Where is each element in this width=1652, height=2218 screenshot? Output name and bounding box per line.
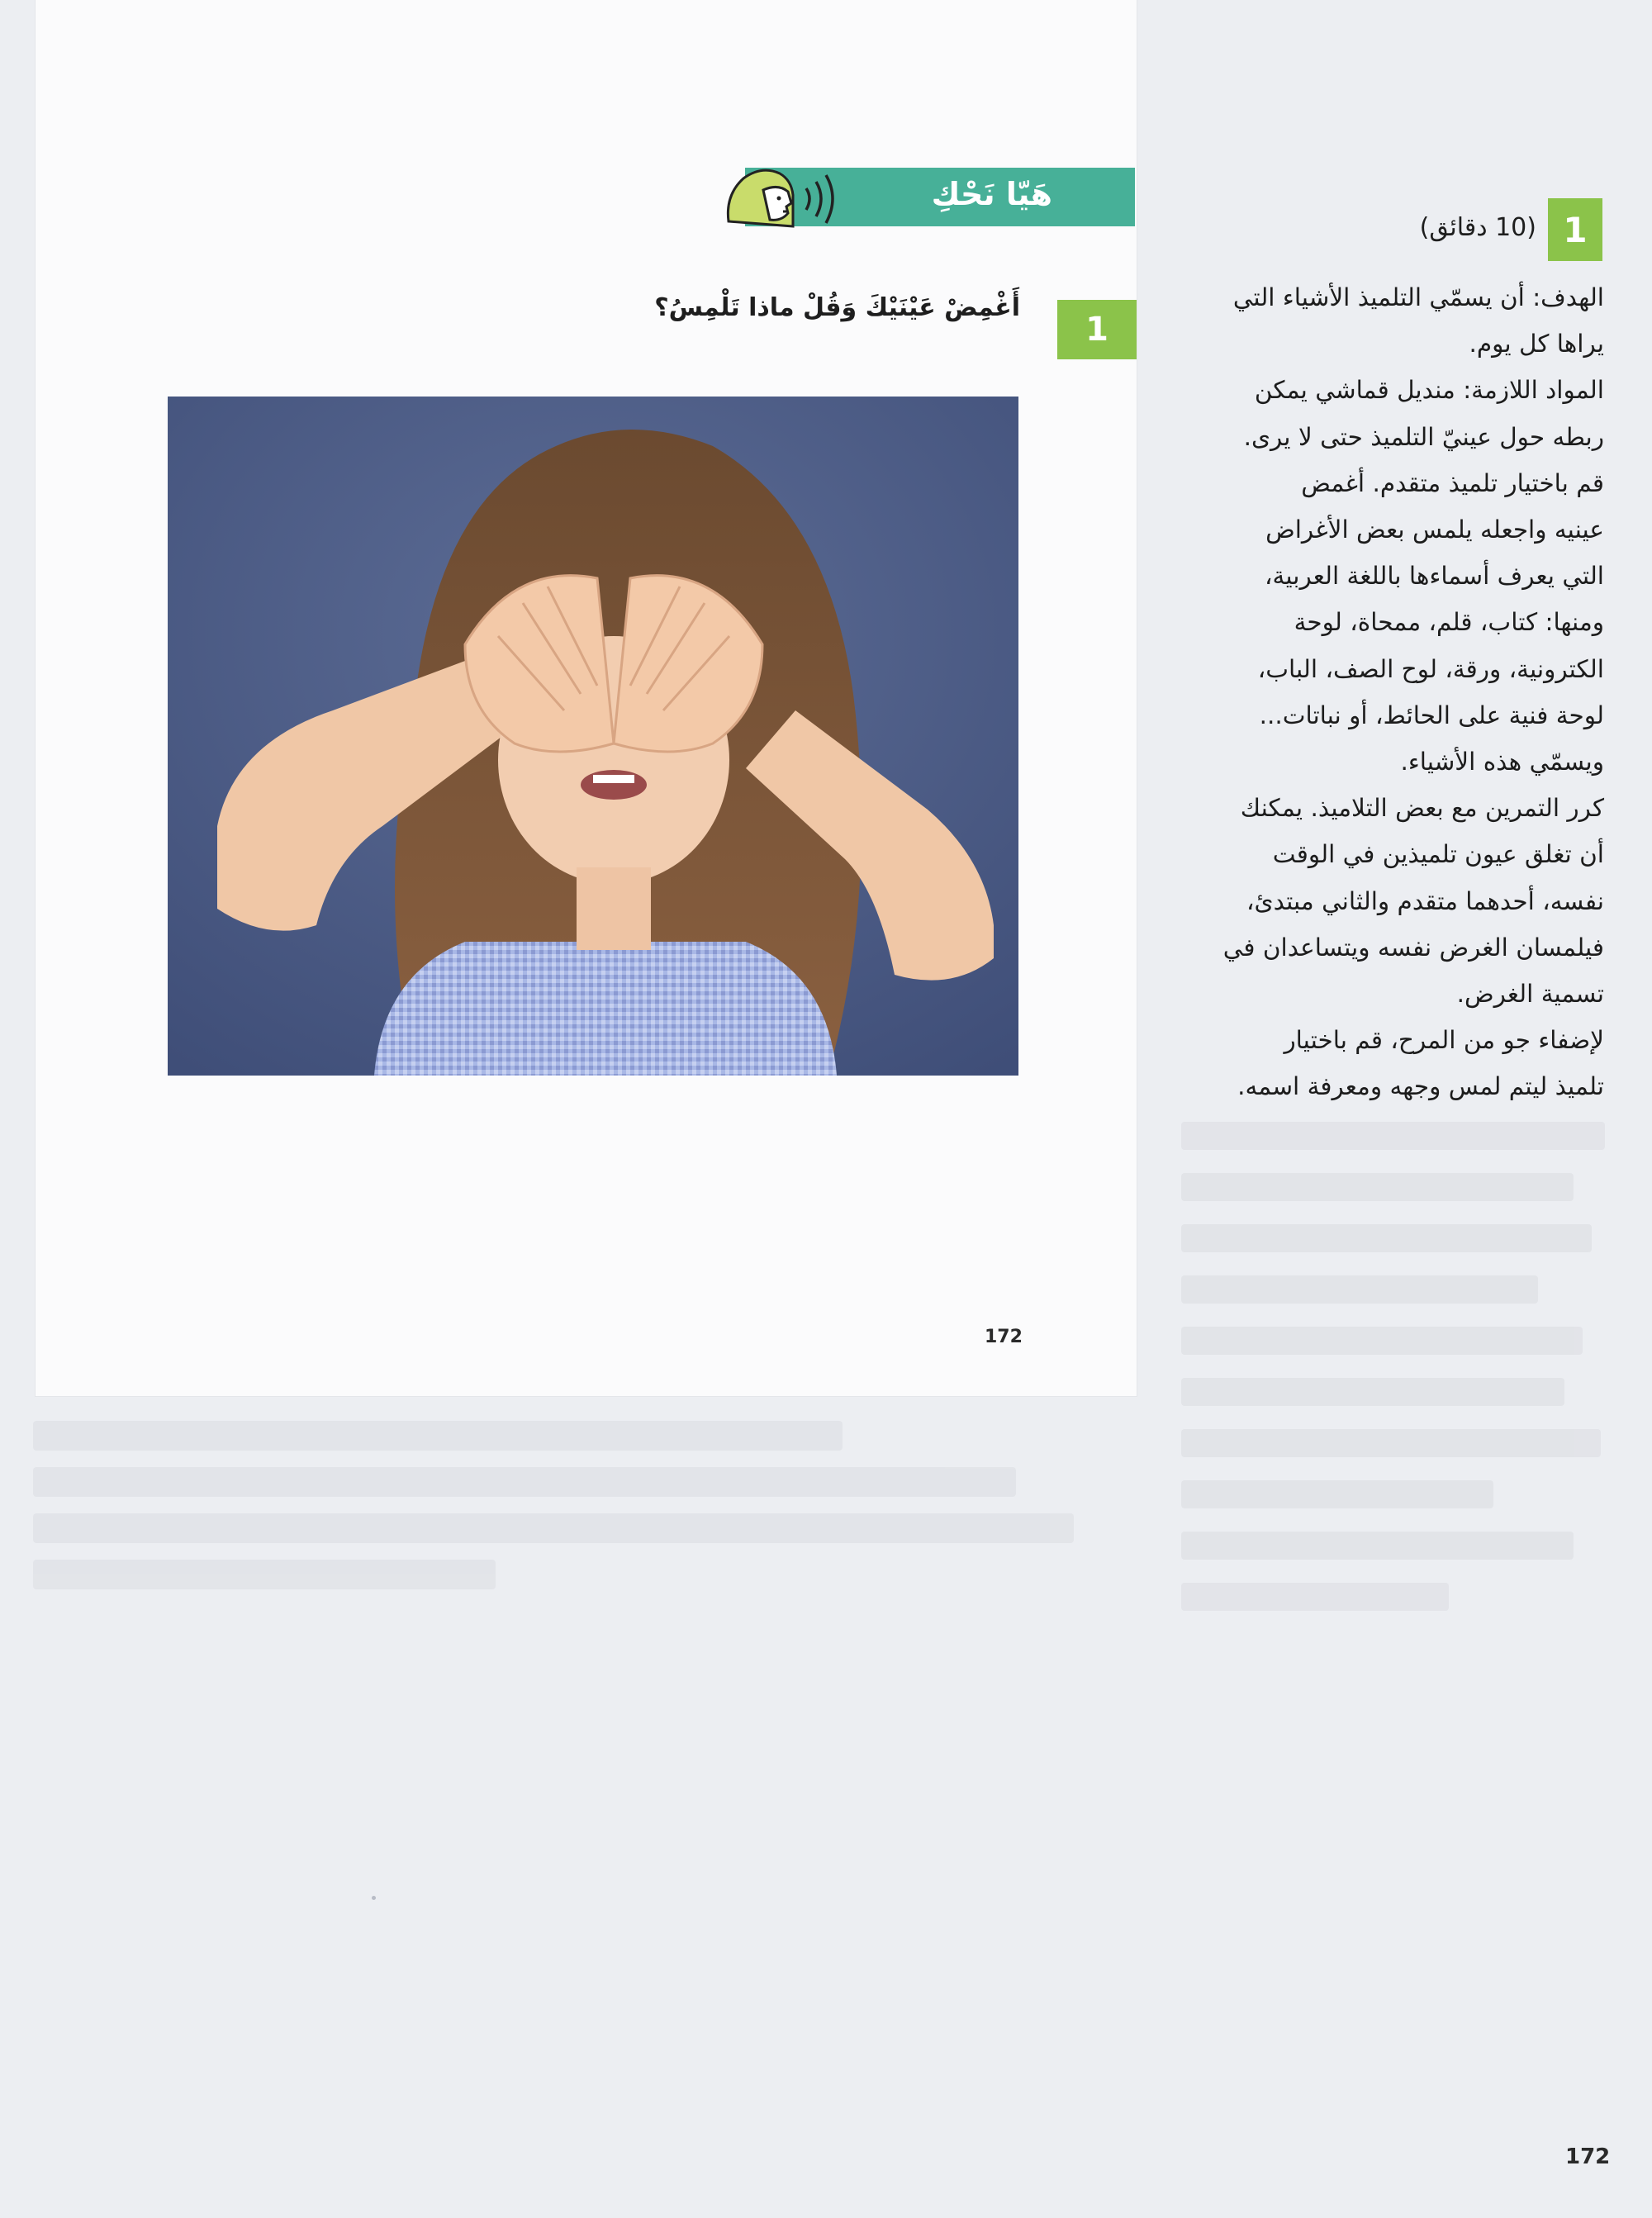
inset-page-number: 172 [985,1327,1023,1347]
guide-line: أن تغلق عيون تلميذين في الوقت [1272,840,1604,869]
guide-line: عينيه واجعله يلمس بعض الأغراض [1265,515,1604,544]
guide-line: ويسمّي هذه الأشياء. [1400,748,1604,777]
guide-line: لوحة فنية على الحائط، أو نباتات... [1259,701,1604,729]
guide-line: لإضفاء جو من المرح، قم باختيار [1284,1026,1604,1055]
guide-line: التي يعرف أسماءها باللغة العربية، [1265,562,1604,591]
guide-line: ومنها: كتاب، قلم، ممحاة، لوحة [1294,608,1604,637]
guide-line: تلميذ ليتم لمس وجهه ومعرفة اسمه. [1237,1072,1604,1101]
guide-line: الهدف: أن يسمّي التلميذ الأشياء التي [1232,283,1604,311]
guide-line: الكترونية، ورقة، لوح الصف، الباب، [1257,654,1604,683]
guide-line: كرر التمرين مع بعض التلاميذ. يمكنك [1240,794,1604,823]
guide-line: قم باختيار تلميذ متقدم. أغمض [1301,468,1604,497]
photo-illustration [168,397,1018,1076]
guide-exercise-number-badge: 1 [1548,198,1602,261]
guide-line: ربطه حول عينيّ التلميذ حتى لا يرى. [1243,422,1604,451]
page-number: 172 [1565,2144,1611,2169]
reverse-side-show-through-column [1181,1099,1627,1760]
exercise-number-badge: 1 [1057,300,1137,359]
guide-line: نفسه، أحدهما متقدم والثاني مبتدئ، [1246,886,1604,915]
guide-line: يراها كل يوم. [1469,330,1604,359]
guide-line: فيلمسان الغرض نفسه ويتساعدان في [1222,933,1604,962]
reverse-side-show-through [33,1404,1189,1817]
guide-line: تسمية الغرض. [1456,980,1604,1009]
child-covering-eyes-photo [168,397,1018,1076]
exercise-duration: (10 دقائق) [1419,213,1536,242]
banner-title: هَيّا نَحْكِ [931,176,1052,212]
guide-line: المواد اللازمة: منديل قماشي يمكن [1254,376,1604,405]
speaking-head-icon [720,162,852,236]
exercise-instruction: أَغْمِضْ عَيْنَيْكَ وَقُلْ ماذا تَلْمِسُ؟ [654,293,1020,322]
paper-speck [372,1896,376,1900]
teacher-guide-text [1183,274,1604,1110]
